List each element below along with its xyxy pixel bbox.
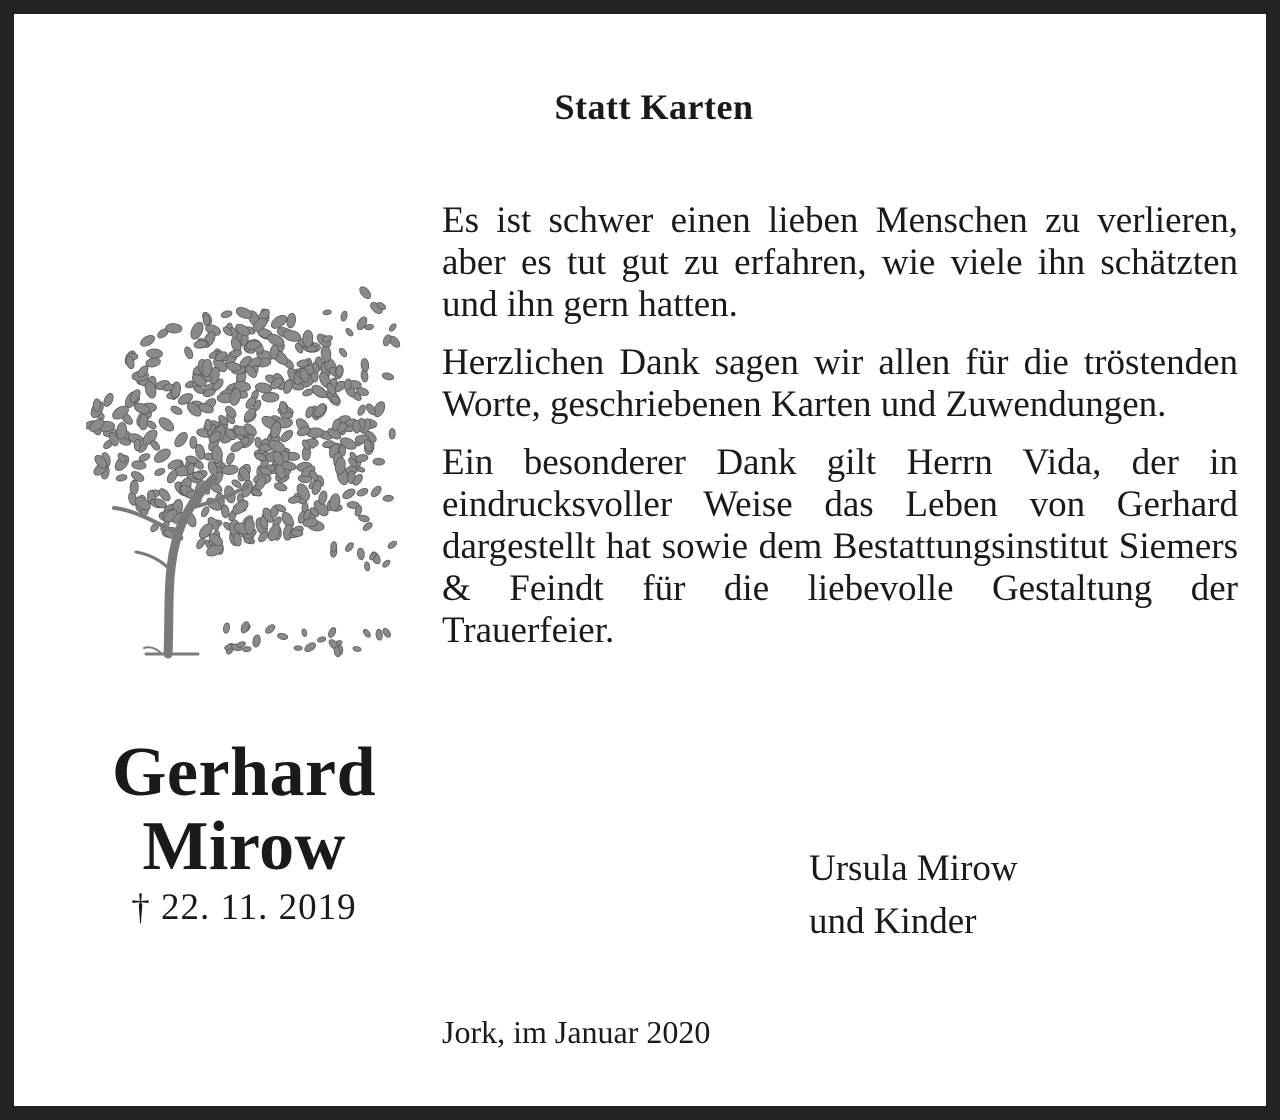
leaf-mark [240,620,251,634]
leaf-mark [242,646,251,652]
leaf-mark [139,333,157,348]
leaf-mark [353,646,362,652]
leaf-mark [303,330,314,348]
leaf-mark [245,518,255,535]
leaf-mark [229,349,242,358]
leaf-mark [273,481,288,492]
deceased-last-name: Mirow [142,808,346,885]
leaf-mark [170,404,184,416]
leaf-mark [362,628,372,638]
leaf-mark [330,395,342,405]
leaf-mark [301,628,307,637]
place-and-date: Jork, im Januar 2020 [442,1014,711,1050]
signature-line: und Kinder [809,901,977,942]
death-date: † 22. 11. 2019 [131,887,357,928]
deceased-first-name: Gerhard [111,734,377,811]
leaf-mark [116,474,128,482]
leaf-mark [358,514,370,522]
leaf-mark [252,634,261,647]
leaf-mark [286,313,297,329]
leaf-mark [294,646,302,651]
paragraph: Es ist schwer einen lieben Menschen zu verlieren, aber es tut gut zu erfahren, wie viele ihn schätzten und ihn gern hatten. [442,200,1238,325]
leaf-mark [130,480,138,494]
leaf-mark [195,537,207,550]
leaf-mark [327,626,337,638]
leaf-mark [338,347,348,358]
leaf-mark [172,430,190,449]
leaf-mark [200,505,211,518]
leaf-mark [361,358,370,372]
leaf-mark [369,484,383,498]
leaf-mark [225,452,236,466]
leaf-mark [330,541,337,552]
leaf-mark [357,548,365,560]
leaf-mark [340,310,348,321]
leaf-mark [356,487,369,498]
leaf-mark [364,562,370,572]
leaf-mark [102,392,115,408]
leaf-mark [205,419,212,431]
leaf-mark [352,420,360,433]
leaf-mark [262,392,279,402]
leaf-mark [134,439,141,451]
leaf-mark [317,636,327,643]
leaf-mark [382,627,393,638]
leaf-mark [344,327,354,337]
leaf-mark [211,445,223,463]
leaf-mark [356,404,367,417]
leaf-mark [303,641,317,654]
notice-header: Statt Karten [554,87,754,127]
leaf-mark [183,346,194,360]
thank-you-text [442,200,1238,668]
leaf-mark [382,334,392,347]
leaf-mark [264,623,277,635]
leaf-mark [255,437,262,448]
leaf-mark [323,309,332,315]
windblown-tree-icon [86,272,406,664]
leaf-mark [221,505,229,518]
leaf-mark [188,320,205,341]
leaf-mark [93,399,101,412]
paragraph: Ein besonderer Dank gilt Herrn Vida, der in eindrucksvoller Weise das Leben von Gerhard dargestellt hat sowie dem Bestattungsinstitut Siemers & Feindt für die liebevolle Gestaltung der Trauerfeier. [442,442,1238,651]
signature-line: Ursula Mirow [809,848,1018,889]
leaf-mark [344,541,355,553]
deceased-block [84,736,404,930]
leaf-mark [131,460,146,470]
leaf-mark [157,415,177,434]
leaf-mark [356,466,365,473]
leaf-mark [358,285,373,301]
leaf-mark [376,629,383,641]
leaf-mark [381,559,391,569]
leaf-mark [279,428,295,444]
leaf-mark [381,372,394,381]
leaf-mark [223,622,231,633]
leaf-mark [146,349,162,359]
leaf-mark [389,428,395,439]
leaf-mark [383,495,394,502]
paragraph: Herzlichen Dank sagen wir allen für die tröstenden Worte, geschriebenen Karten und Zuwendungen. [442,342,1238,425]
leaf-mark [277,632,288,640]
leaf-mark [373,458,385,465]
signature [809,842,1018,948]
leaf-mark [387,540,398,550]
leaf-mark [154,467,166,477]
leaf-mark [190,436,197,448]
leaf-mark [341,487,357,501]
leaf-mark [362,521,374,532]
leaf-mark [220,310,232,319]
leaf-mark [388,323,397,333]
